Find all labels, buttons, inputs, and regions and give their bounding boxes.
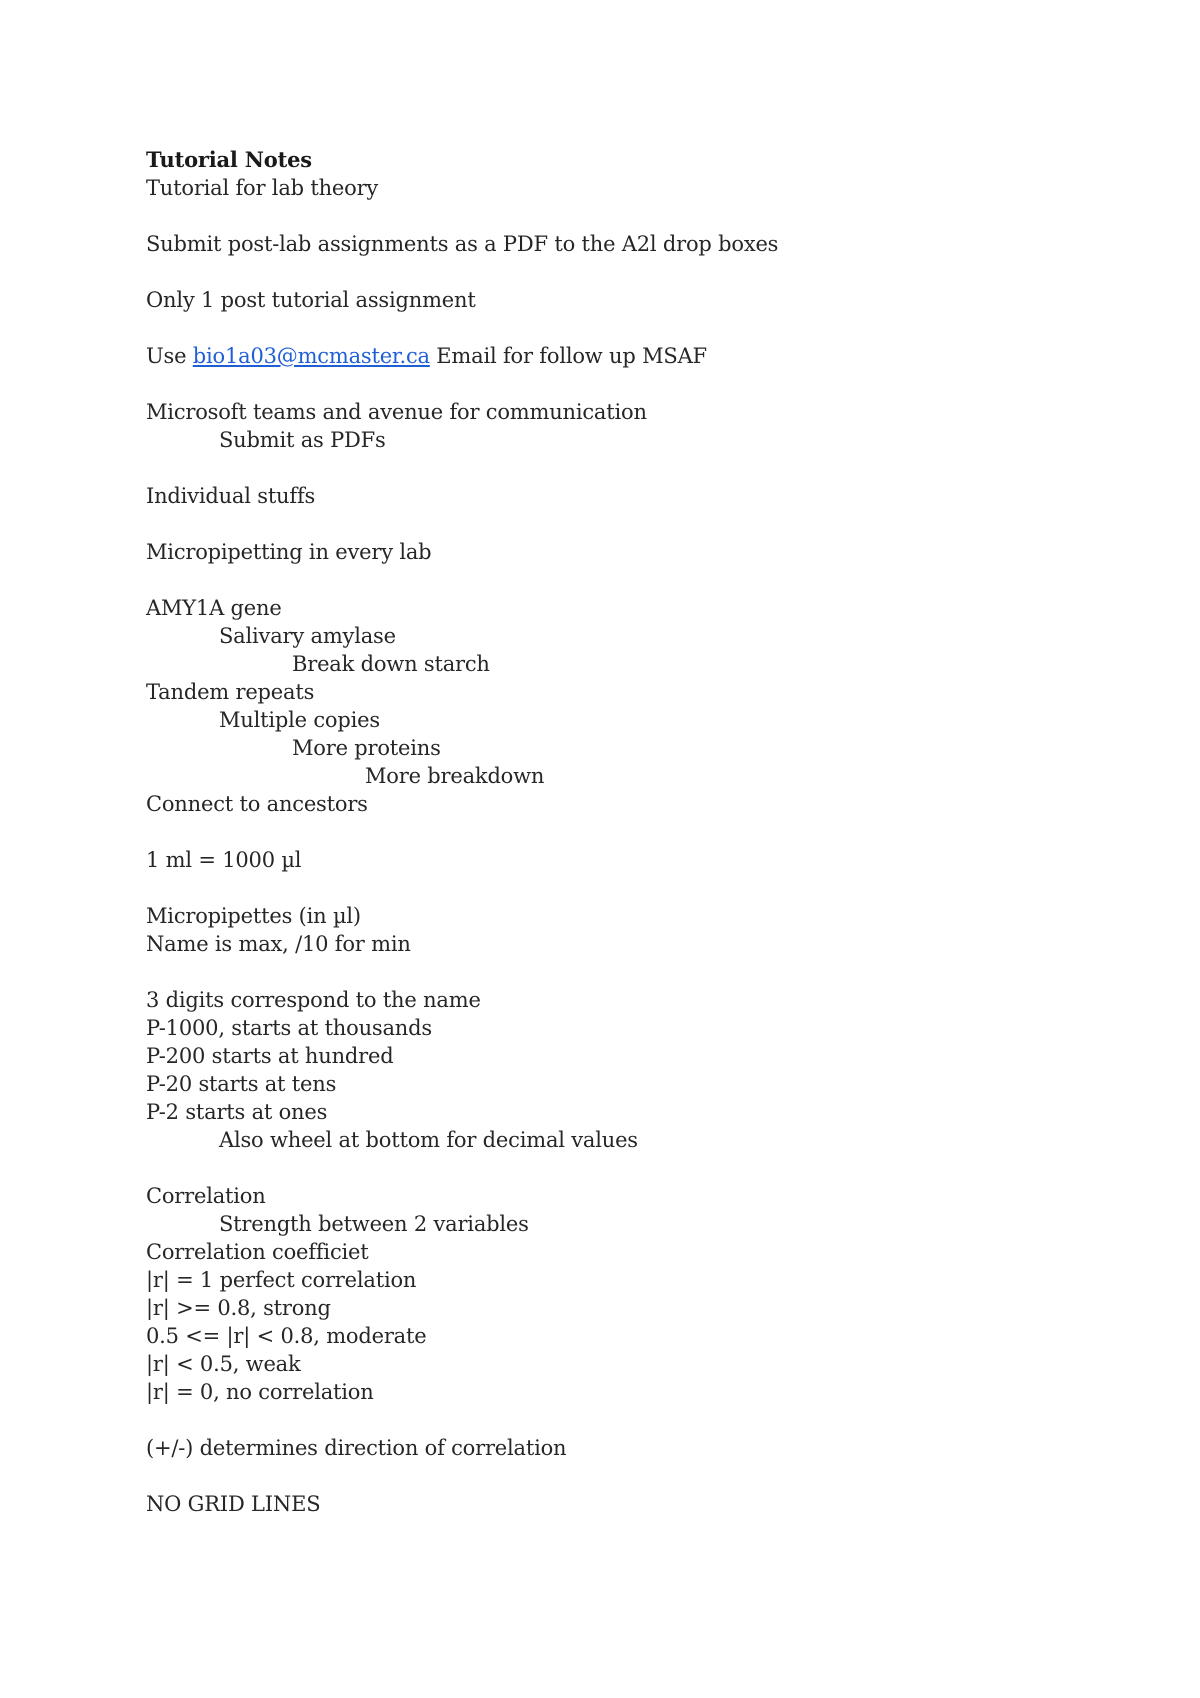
- r0-line: |r| = 0, no correlation: [146, 1380, 374, 1404]
- blank-line: [146, 566, 1146, 594]
- correlation-line: Correlation: [146, 1184, 266, 1208]
- more-breakdown-line: More breakdown: [365, 764, 545, 788]
- name-max-line: Name is max, /10 for min: [146, 932, 411, 956]
- ml-conversion-line: 1 ml = 1000 µl: [146, 848, 302, 872]
- r05-line: 0.5 <= |r| < 0.8, moderate: [146, 1324, 427, 1348]
- blank-line: [146, 874, 1146, 902]
- email-prefix: Use: [146, 344, 193, 368]
- blank-line: [146, 314, 1146, 342]
- blank-line: [146, 370, 1146, 398]
- blank-line: [146, 510, 1146, 538]
- micropipettes-line: Micropipettes (in µl): [146, 904, 361, 928]
- three-digits-line: 3 digits correspond to the name: [146, 988, 481, 1012]
- blank-line: [146, 1462, 1146, 1490]
- more-proteins-line: More proteins: [292, 736, 441, 760]
- strength-line: Strength between 2 variables: [219, 1212, 529, 1236]
- amy1a-line: AMY1A gene: [146, 596, 282, 620]
- subtitle-line: Tutorial for lab theory: [146, 176, 379, 200]
- submit-pdfs-line: Submit as PDFs: [219, 428, 386, 452]
- blank-line: [146, 202, 1146, 230]
- teams-line: Microsoft teams and avenue for communication: [146, 400, 647, 424]
- blank-line: [146, 454, 1146, 482]
- no-grid-line: NO GRID LINES: [146, 1492, 321, 1516]
- wheel-line: Also wheel at bottom for decimal values: [219, 1128, 638, 1152]
- breakdown-starch-line: Break down starch: [292, 652, 490, 676]
- ancestors-line: Connect to ancestors: [146, 792, 368, 816]
- email-suffix: Email for follow up MSAF: [429, 344, 707, 368]
- r1-line: |r| = 1 perfect correlation: [146, 1268, 417, 1292]
- rweak-line: |r| < 0.5, weak: [146, 1352, 301, 1376]
- individual-line: Individual stuffs: [146, 484, 316, 508]
- document-page: [146, 146, 1146, 1518]
- p2-line: P-2 starts at ones: [146, 1100, 328, 1124]
- p200-line: P-200 starts at hundred: [146, 1044, 394, 1068]
- tandem-line: Tandem repeats: [146, 680, 315, 704]
- blank-line: [146, 1154, 1146, 1182]
- direction-line: (+/-) determines direction of correlation: [146, 1436, 567, 1460]
- blank-line: [146, 818, 1146, 846]
- multiple-line: Multiple copies: [219, 708, 380, 732]
- salivary-line: Salivary amylase: [219, 624, 396, 648]
- email-link[interactable]: bio1a03@mcmaster.ca: [192, 344, 430, 368]
- email-line: [146, 342, 1146, 370]
- blank-line: [146, 1406, 1146, 1434]
- blank-line: [146, 258, 1146, 286]
- coefficient-line: Correlation coefficiet: [146, 1240, 369, 1264]
- p20-line: P-20 starts at tens: [146, 1072, 337, 1096]
- p1000-line: P-1000, starts at thousands: [146, 1016, 432, 1040]
- r08-line: |r| >= 0.8, strong: [146, 1296, 331, 1320]
- submit-postlab-line: Submit post-lab assignments as a PDF to the A2l drop boxes: [146, 232, 779, 256]
- document-title: Tutorial Notes: [146, 147, 312, 172]
- only-one-line: Only 1 post tutorial assignment: [146, 288, 476, 312]
- micropipetting-line: Micropipetting in every lab: [146, 540, 432, 564]
- blank-line: [146, 958, 1146, 986]
